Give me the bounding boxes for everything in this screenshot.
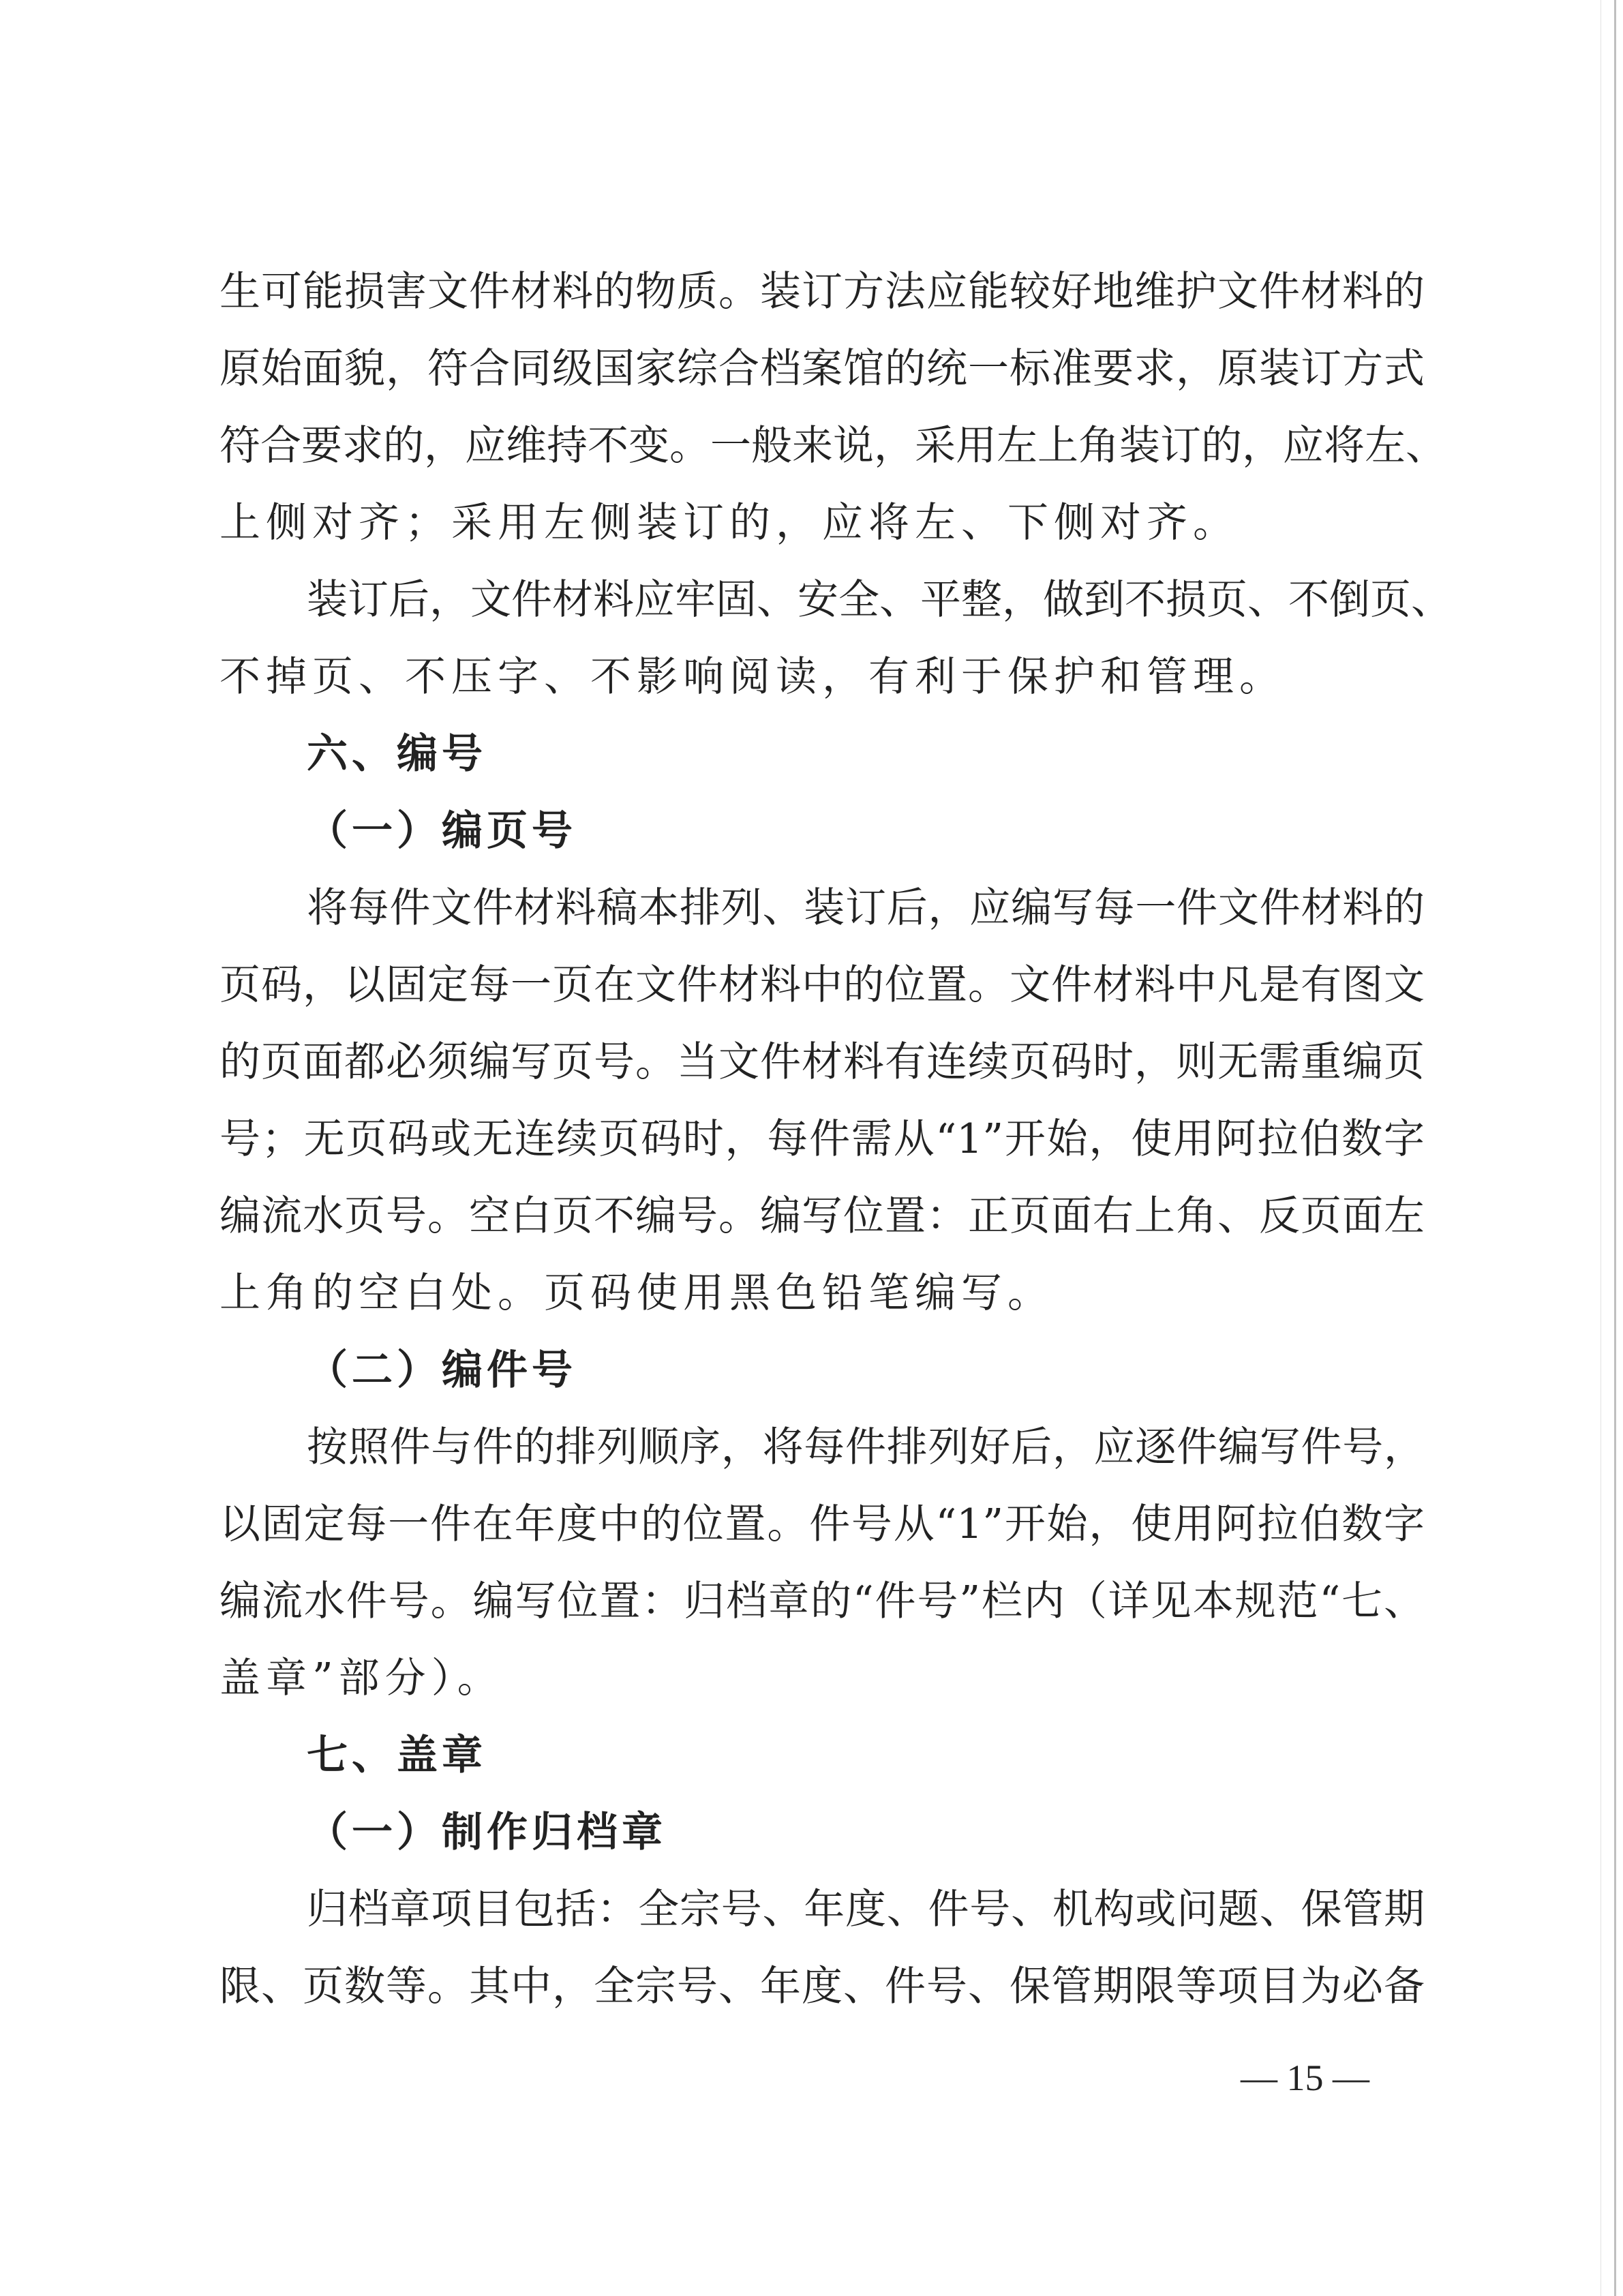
- body-text-line: 编流水页号。空白页不编号。编写位置：正页面右上角、反页面左: [219, 1192, 1425, 1240]
- body-text-line: 编流水件号。编写位置：归档章的“件号”栏内（详见本规范“七、: [219, 1577, 1425, 1625]
- section-heading: 六、编号: [307, 730, 487, 778]
- body-text-line: 生可能损害文件材料的物质。装订方法应能较好地维护文件材料的: [219, 268, 1425, 316]
- body-text-line: 限、页数等。其中，全宗号、年度、件号、保管期限等项目为必备: [219, 1963, 1425, 2010]
- body-text-line: 盖章”部分）。: [219, 1655, 504, 1702]
- body-text-line: 以固定每一件在年度中的位置。件号从“1”开始，使用阿拉伯数字: [219, 1500, 1425, 1548]
- body-text-line: 上侧对齐；采用左侧装订的，应将左、下侧对齐。: [219, 499, 1239, 547]
- body-text-line: 归档章项目包括：全宗号、年度、件号、机构或问题、保管期: [307, 1886, 1425, 1933]
- body-text-line: 页码，以固定每一页在文件材料中的位置。文件材料中凡是有图文: [219, 961, 1425, 1009]
- document-body: [219, 254, 1452, 2025]
- body-text-line: 原始面貌，符合同级国家综合档案馆的统一标准要求，原装订方式: [219, 345, 1425, 393]
- body-text-line: 装订后，文件材料应牢固、安全、平整，做到不损页、不倒页、: [307, 576, 1452, 624]
- body-text-line: 不掉页、不压字、不影响阅读，有利于保护和管理。: [219, 653, 1286, 701]
- body-text-line: 号；无页码或无连续页码时，每件需从“1”开始，使用阿拉伯数字: [219, 1115, 1425, 1163]
- body-text-line: 将每件文件材料稿本排列、装订后，应编写每一件文件材料的: [307, 884, 1425, 932]
- body-text-line: 的页面都必须编写页号。当文件材料有连续页码时，则无需重编页: [219, 1038, 1425, 1086]
- body-text-line: 上角的空白处。页码使用黑色铅笔编写。: [219, 1269, 1054, 1317]
- body-text-line: 按照件与件的排列顺序，将每件排列好后，应逐件编写件号，: [307, 1423, 1425, 1471]
- subsection-heading: （二）编件号: [307, 1346, 577, 1394]
- page-number: — 15 —: [1241, 2057, 1369, 2098]
- subsection-heading: （一）制作归档章: [307, 1809, 667, 1856]
- subsection-heading: （一）编页号: [307, 807, 577, 855]
- section-heading: 七、盖章: [307, 1732, 487, 1779]
- body-text-line: 符合要求的，应维持不变。一般来说，采用左上角装订的，应将左、: [219, 422, 1446, 470]
- scan-edge-line: [1614, 0, 1616, 2296]
